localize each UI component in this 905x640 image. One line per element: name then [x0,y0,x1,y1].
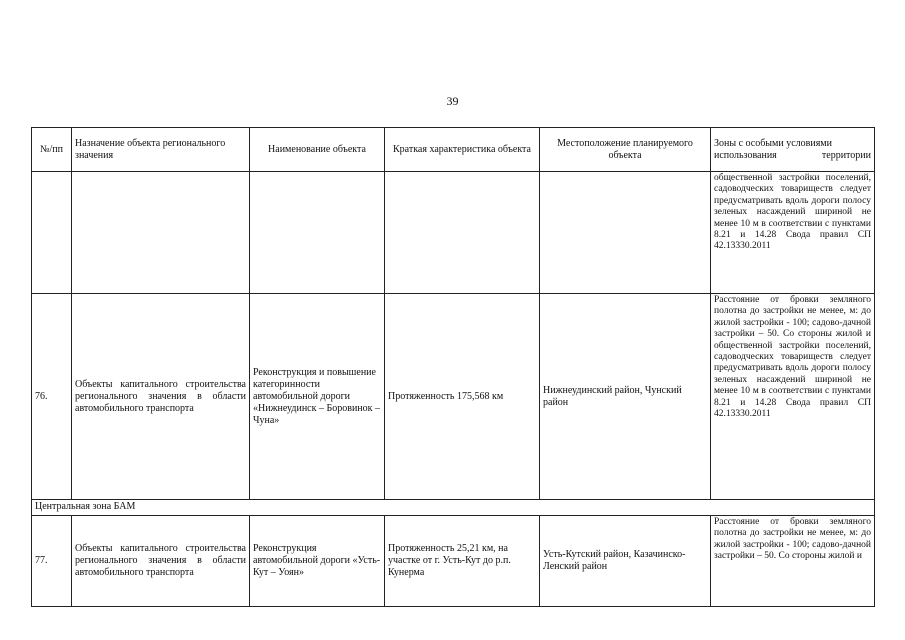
section-row [32,500,875,516]
cell-empty [32,172,72,294]
table-row-continuation [32,172,875,294]
table-row-77 [32,516,875,607]
cell-empty [72,172,250,294]
cell-empty [250,172,385,294]
table-row-76 [32,294,875,500]
cell-zones [711,516,875,607]
cell-num: 77. [32,516,72,607]
cell-characteristic: Протяженность 175,568 км [385,294,540,500]
cell-zones [711,172,875,294]
cell-location: Усть-Кутский район, Казачинско-Ленский район [540,516,711,607]
header-location: Местоположение планируемого объекта [540,128,711,172]
cell-purpose: Объекты капитального строительства регионального значения в области автомобильного транспорта [72,516,250,607]
table-header-row [32,128,875,172]
cell-location: Нижнеудинский район, Чунский район [540,294,711,500]
cell-zones [711,294,875,500]
cell-name: Реконструкция автомобильной дороги «Усть-Кут – Уоян» [250,516,385,607]
header-purpose: Назначение объекта регионального значения [72,128,250,172]
cell-characteristic: Протяженность 25,21 км, на участке от г. Усть-Кут до р.п. Кунерма [385,516,540,607]
objects-table [31,127,875,607]
cell-name: Реконструкция и повышение категоринности автомобильной дороги «Нижнеудинск – Боровинок – Чуна» [250,294,385,500]
cell-empty [540,172,711,294]
section-title: Центральная зона БАМ [32,500,875,516]
header-characteristic: Краткая характеристика объекта [385,128,540,172]
cell-empty [385,172,540,294]
cell-purpose: Объекты капитального строительства регионального значения в области автомобильного транспорта [72,294,250,500]
zones-text: Расстояние от бровки земляного полотна до застройки не менее, м: до жилой застройки - 100; садово-дачной застройки – 50. Со стороны жилой и [714,517,871,562]
zones-text: Расстояние от бровки земляного полотна до застройки не менее, м: до жилой застройки - 100; садово-дачной застройки – 50. Со стороны жилой и общественной застройки поселений, садоводческих товариществ следует предусматривать вдоль дороги полосу зеленых насаждений шириной не менее 10 м в соответствии с пунктами 8.21 и 14.28 Свода правил СП 42.13330.2011 [714,295,871,420]
zones-text: общественной застройки поселений, садоводческих товариществ следует предусматривать вдоль дороги полосу зеленых насаждений шириной не менее 10 м в соответствии с пунктами 8.21 и 14.28 Свода правил СП 42.13330.2011 [714,173,871,252]
header-name: Наименование объекта [250,128,385,172]
cell-num: 76. [32,294,72,500]
header-zones: Зоны с особыми условиями использования территории [711,128,875,172]
header-num: №/пп [32,128,72,172]
page-number: 39 [446,94,459,108]
